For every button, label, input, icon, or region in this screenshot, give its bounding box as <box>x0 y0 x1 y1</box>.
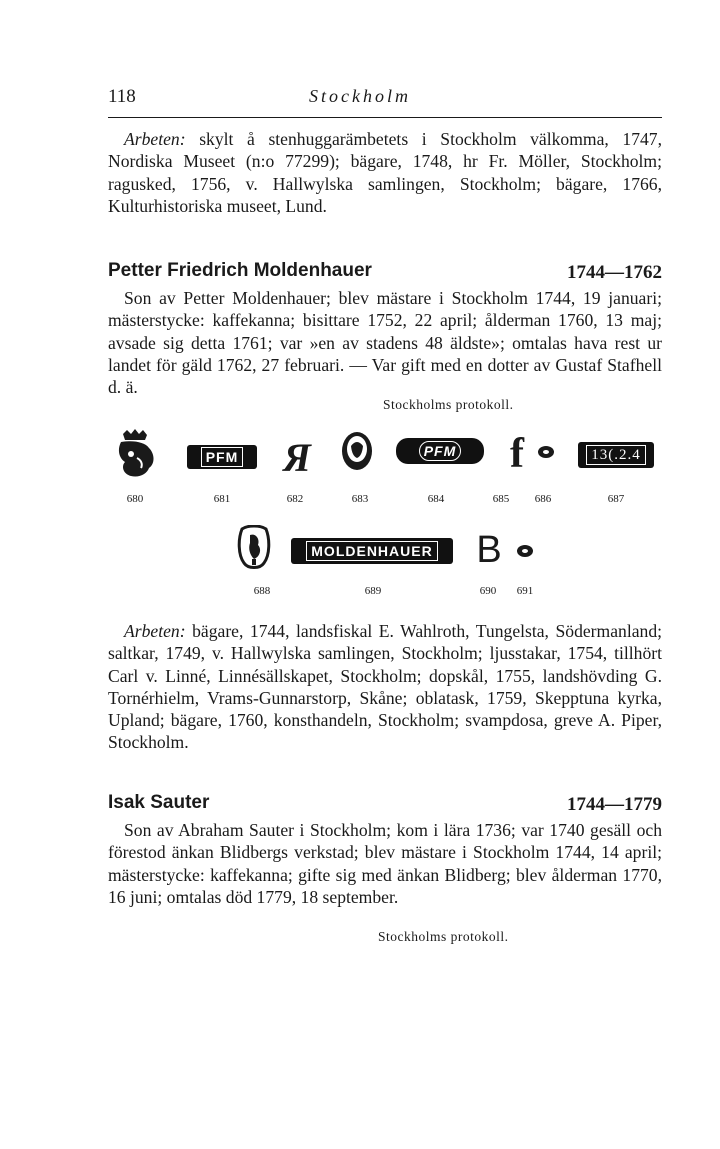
entry-heading-sauter <box>108 792 662 814</box>
works-text: bägare, 1744, landsfiskal E. Wahlroth, Tungelsta, Södermanland; saltkar, 1749, v. Hallwylska samlingen, Stockholm; ljusstakar, 1754, tillhört Carl v. Linné, Linnésällskapet, Stockholm; dopskål, 1755, landshövding G. Tornérhielm, Vrams-Gunnarstorp, Skåne; oblatask, 1759, Skepptuna kyrka, Upland; bägare, 1760, konsthandeln, Stockholm; svampdosa, greve A. Piper, Stockholm. <box>108 621 663 753</box>
header-rule <box>108 117 662 118</box>
works-paragraph-previous <box>108 128 662 217</box>
shield-figure-mark-icon <box>236 525 272 571</box>
mark-number: 683 <box>351 493 369 505</box>
mark-number: 688 <box>253 585 271 597</box>
head-mark-icon <box>340 430 374 474</box>
mark-number: 685 <box>492 493 510 505</box>
crowned-figure-mark-icon <box>113 428 159 480</box>
entry-name: Isak Sauter <box>108 792 210 813</box>
mark-number: 690 <box>479 585 497 597</box>
mark-number: 691 <box>516 585 534 597</box>
stamp-mark-681: PFM <box>187 445 257 469</box>
stamp-mark-689: MOLDENHAUER <box>291 538 453 564</box>
works-label: Arbeten: <box>124 621 186 641</box>
stamp-mark-684: PFM <box>396 438 484 464</box>
mark-number: 681 <box>213 493 231 505</box>
small-oval-mark-icon <box>537 445 555 459</box>
running-title: Stockholm <box>309 86 411 106</box>
entry-name: Petter Friedrich Moldenhauer <box>108 260 372 281</box>
works-paragraph-moldenhauer <box>108 620 662 754</box>
entry-heading-moldenhauer <box>108 260 662 282</box>
stamp-mark-687: 13(.2.4 <box>578 442 654 468</box>
biography-paragraph: Son av Abraham Sauter i Stockholm; kom i lära 1736; var 1740 gesäll och förestod änkan Blidbergs verkstad; blev mästare i Stockholm 1744, 14 april; mästerstycke: kaffekanna; gifte sig med änkan Blidberg; blev ålderman 1770, 16 juni; omtalas död 1779, 18 september. <box>108 820 662 907</box>
works-text: skylt å stenhuggarämbetets i Stockholm välkomma, 1747, Nordiska Museet (n:o 77299); bägare, 1748, hr Fr. Möller, Stockholm; ragusked, 1756, v. Hallwylska samlingen, Stockholm; bägare, 1766, Kulturhistoriska museet, Lund. <box>108 129 662 216</box>
letter-mark-690: B <box>476 528 502 571</box>
entry-years: 1744—1779 <box>567 794 662 815</box>
letter-mark-685: f <box>510 431 524 477</box>
mark-number: 684 <box>427 493 445 505</box>
mark-number: 686 <box>534 493 552 505</box>
entry-years: 1744—1762 <box>567 262 662 283</box>
source-note: Stockholms protokoll. <box>383 397 514 412</box>
mark-number: 680 <box>126 493 144 505</box>
source-note: Stockholms protokoll. <box>378 929 509 944</box>
mark-number: 682 <box>286 493 304 505</box>
letter-mark-682: Я <box>283 434 311 480</box>
mark-number: 687 <box>607 493 625 505</box>
page-number: 118 <box>108 86 136 107</box>
works-label: Arbeten: <box>124 129 186 149</box>
biography-paragraph: Son av Petter Moldenhauer; blev mästare i Stockholm 1744, 19 januari; mästerstycke: kaffekanna; bisittare 1752, 22 april; ålderman 1760, 13 maj; avsade sig detta 1761; var »en av stadens 48 äldste»; omtalas hava rest ur landet för gäld 1762, 27 februari. — Var gift med en dotter av Gustaf Stafhell d. ä. <box>108 288 662 398</box>
mark-number: 689 <box>364 585 382 597</box>
small-oval-mark-icon <box>516 544 534 558</box>
